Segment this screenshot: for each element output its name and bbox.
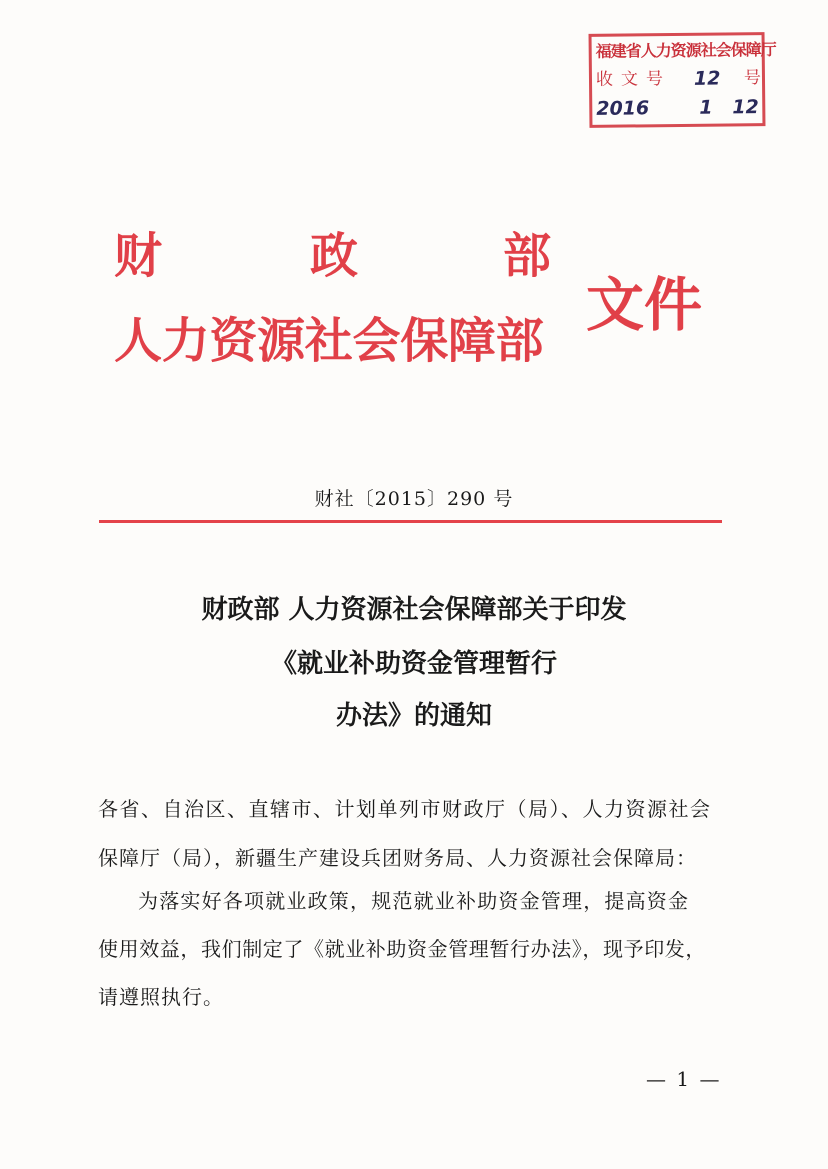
red-divider-line [99,520,722,523]
masthead-issuer-1-char-3: 部 [503,228,552,284]
stamp-receipt-row [595,64,762,94]
stamp-date-row [596,93,758,123]
masthead-issuer-1-char-2: 政 [310,228,359,284]
page-number: — 1 — [646,1067,722,1091]
stamp-receipt-label: 收文号 [595,69,672,90]
body-line-4: 使用效益，我们制定了《就业补助资金管理暂行办法》，现予印发， [98,937,706,961]
stamp-org: 福建省人力资源社会保障厅 [595,39,776,61]
masthead-issuer-2: 人力资源社会保障部 [114,313,544,369]
stamp-date-day: 12 [732,96,759,119]
masthead-suffix: 文件 [586,271,703,339]
title-line-1: 财政部 人力资源社会保障部关于印发 [201,595,627,625]
stamp-receipt-number: 12 [693,67,721,90]
stamp-date-month: 1 [699,96,713,119]
body-line-1: 各省、自治区、直辖市、计划单列市财政厅（局）、人力资源社会 [98,797,712,821]
body-line-2: 保障厅（局），新疆生产建设兵团财务局、人力资源社会保障局： [98,846,697,870]
title-line-2: 《就业补助资金管理暂行 [270,649,557,679]
receipt-stamp [589,32,776,128]
body-line-3: 为落实好各项就业政策，规范就业补助资金管理，提高资金 [138,889,690,913]
stamp-date-year: 2016 [596,97,650,120]
document-number: 财社〔2015〕290 号 [314,488,514,510]
stamp-receipt-suffix: 号 [743,68,762,89]
body-line-5: 请遵照执行。 [98,985,224,1009]
masthead-issuer-1-char-1: 财 [114,228,163,284]
title-line-3: 办法》的通知 [335,701,492,731]
